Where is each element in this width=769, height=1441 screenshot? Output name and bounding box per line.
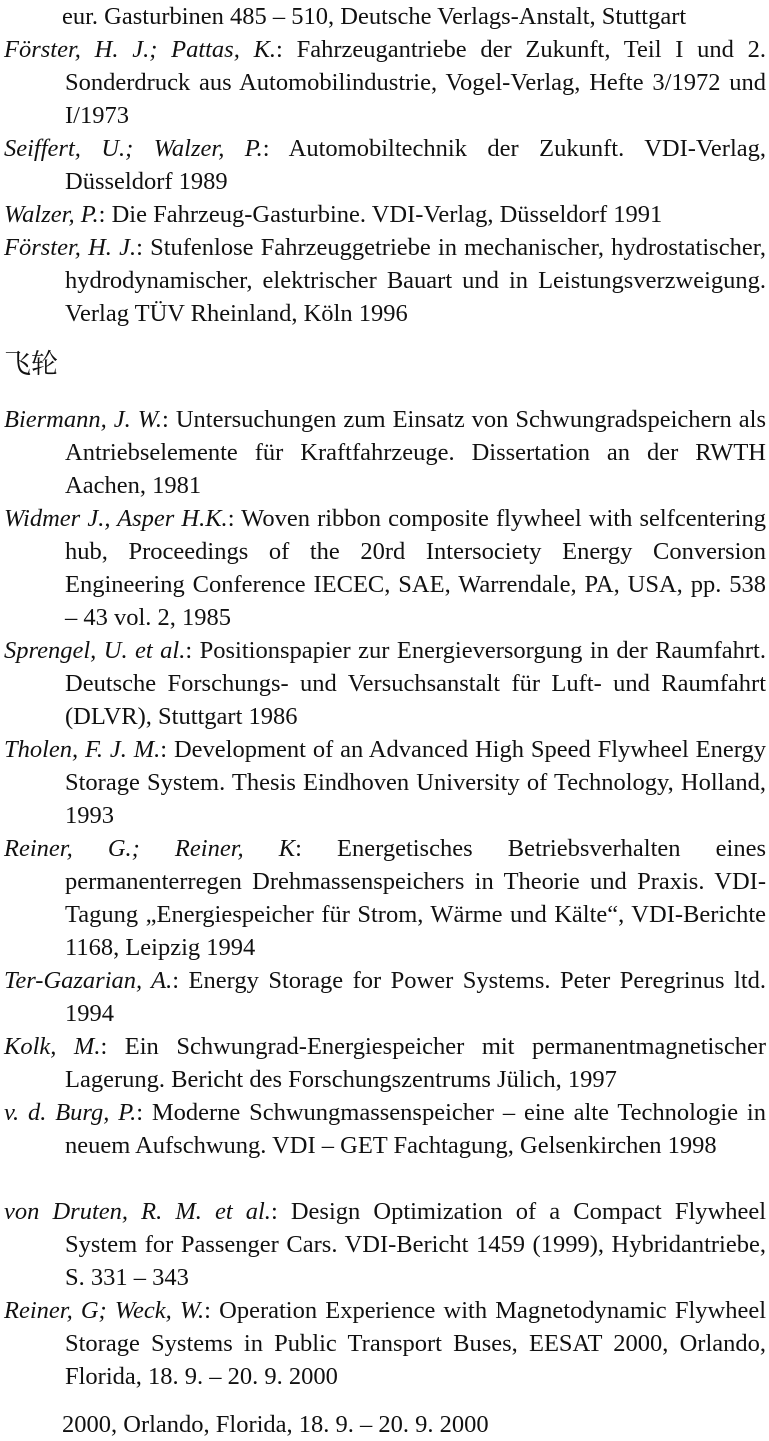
reference-text: Development of an Advanced High Speed Flywheel Energy Storage System. Thesis Eindhoven University of Technology, Holland, 1993 <box>65 736 766 829</box>
reference-entry: Biermann, J. W.: Untersuchungen zum Einsatz von Schwungradspeichern als Antriebselemente für Kraftfahrzeuge. Dissertation an der RWTH Aachen, 1981 <box>4 406 766 499</box>
reference-authors: v. d. Burg, P. <box>4 1099 137 1126</box>
reference-text: Fahrzeugantriebe der Zukunft, Teil I und 2. Sonderdruck aus Automobilindustrie, Vogel-Verlag, Hefte 3/1972 und I/1973 <box>65 36 766 129</box>
reference-authors: Förster, H. J.; Pattas, K. <box>4 36 277 63</box>
reference-authors: Tholen, F. J. M. <box>4 736 161 763</box>
reference-authors: Widmer J., Asper H.K. <box>4 505 228 532</box>
reference-text: Operation Experience with Magnetodynamic Flywheel Storage Systems in Public Transport Buses, EESAT 2000, Orlando, Florida, 18. 9. – 20. 9. 2000 <box>65 1297 766 1390</box>
reference-text: Die Fahrzeug-Gasturbine. VDI-Verlag, Düsseldorf 1991 <box>111 201 663 228</box>
reference-authors: Reiner, G; Weck, W. <box>4 1297 205 1324</box>
reference-text: Stufenlose Fahrzeuggetriebe in mechanischer, hydrostatischer, hydrodynamischer, elektrischer Bauart und in Leistungsverzweigung. Verlag TÜV Rheinland, Köln 1996 <box>65 234 767 327</box>
reference-entry: Sprengel, U. et al.: Positionspapier zur Energieversorgung in der Raumfahrt. Deutsche Forschungs- und Versuchsanstalt für Luft- und Raumfahrt (DLVR), Stuttgart 1986 <box>4 637 766 730</box>
reference-authors: Biermann, J. W. <box>4 406 163 433</box>
reference-entry: Förster, H. J.; Pattas, K.: Fahrzeugantriebe der Zukunft, Teil I und 2. Sonderdruck aus Automobilindustrie, Vogel-Verlag, Hefte 3/1972 und I/1973 <box>4 36 766 129</box>
reference-entry: von Druten, R. M. et al.: Design Optimization of a Compact Flywheel System for Passenger Cars. VDI-Bericht 1459 (1999), Hybridantriebe, S. 331 – 343 <box>4 1198 767 1291</box>
reference-authors: Sprengel, U. et al. <box>4 637 186 664</box>
reference-text: Moderne Schwungmassenspeicher – eine alte Technologie in neuem Aufschwung. VDI – GET Fachtagung, Gelsenkirchen 1998 <box>65 1099 766 1159</box>
reference-authors: Reiner, G.; Reiner, K <box>4 835 296 862</box>
reference-entry: Kolk, M.: Ein Schwungrad-Energiespeicher mit permanentmagnetischer Lagerung. Bericht des Forschungszentrums Jülich, 1997 <box>4 1033 767 1093</box>
reference-entry: v. d. Burg, P.: Moderne Schwungmassenspeicher – eine alte Technologie in neuem Aufschwung. VDI – GET Fachtagung, Gelsenkirchen 1998 <box>4 1099 766 1159</box>
reference-text: Untersuchungen zum Einsatz von Schwungradspeichern als Antriebselemente für Kraftfahrzeuge. Dissertation an der RWTH Aachen, 1981 <box>65 406 766 499</box>
reference-authors: Walzer, P. <box>4 201 99 228</box>
reference-authors: von Druten, R. M. et al. <box>4 1198 271 1225</box>
reference-text: Energy Storage for Power Systems. Peter Peregrinus ltd. 1994 <box>65 967 767 1027</box>
reference-authors: Kolk, M. <box>4 1033 101 1060</box>
reference-entry: Ter-Gazarian, A.: Energy Storage for Power Systems. Peter Peregrinus ltd. 1994 <box>4 967 767 1027</box>
reference-entry: Seiffert, U.; Walzer, P.: Automobiltechnik der Zukunft. VDI-Verlag, Düsseldorf 1989 <box>4 135 766 195</box>
reference-entry: Walzer, P.: Die Fahrzeug-Gasturbine. VDI-Verlag, Düsseldorf 1991 <box>4 201 663 228</box>
reference-entry: Förster, H. J.: Stufenlose Fahrzeuggetriebe in mechanischer, hydrostatischer, hydrodynamischer, elektrischer Bauart und in Leistungsverzweigung. Verlag TÜV Rheinland, Köln 1996 <box>4 234 767 327</box>
section-heading: 飞轮 <box>4 349 58 380</box>
reference-text: Positionspapier zur Energieversorgung in der Raumfahrt. Deutsche Forschungs- und Versuchsanstalt für Luft- und Raumfahrt (DLVR), Stuttgart 1986 <box>65 637 766 730</box>
reference-text: Ein Schwungrad-Energiespeicher mit permanentmagnetischer Lagerung. Bericht des Forschungszentrums Jülich, 1997 <box>65 1033 767 1093</box>
reference-authors: Ter-Gazarian, A. <box>4 967 173 994</box>
reference-text: Automobiltechnik der Zukunft. VDI-Verlag, Düsseldorf 1989 <box>65 135 766 195</box>
reference-entry: Widmer J., Asper H.K.: Woven ribbon composite flywheel with selfcentering hub, Proceedings of the 20rd Intersociety Energy Conversion Engineering Conference IECEC, SAE, Warrendale, PA, USA, pp. 538 – 43 vol. 2, 1985 <box>4 505 766 631</box>
continuation-line-bottom: 2000, Orlando, Florida, 18. 9. – 20. 9. 2000 <box>62 1411 489 1438</box>
reference-text: Energetisches Betriebsverhalten eines permanenterregen Drehmassenspeichers in Theorie und Praxis. VDI-Tagung „Energiespeicher für Strom, Wärme und Kälte“, VDI-Berichte 1168, Leipzig 1994 <box>65 835 766 961</box>
reference-entry: Tholen, F. J. M.: Development of an Advanced High Speed Flywheel Energy Storage System. Thesis Eindhoven University of Technology, Holland, 1993 <box>4 736 766 829</box>
reference-entry: Reiner, G; Weck, W.: Operation Experience with Magnetodynamic Flywheel Storage Systems in Public Transport Buses, EESAT 2000, Orlando, Florida, 18. 9. – 20. 9. 2000 <box>4 1297 766 1390</box>
reference-text: Design Optimization of a Compact Flywheel System for Passenger Cars. VDI-Bericht 1459 (1999), Hybridantriebe, S. 331 – 343 <box>65 1198 767 1291</box>
reference-entry: Reiner, G.; Reiner, K: Energetisches Betriebsverhalten eines permanenterregen Drehmassenspeichers in Theorie und Praxis. VDI-Tagung „Energiespeicher für Strom, Wärme und Kälte“, VDI-Berichte 1168, Leipzig 1994 <box>4 835 766 961</box>
reference-authors: Förster, H. J. <box>4 234 137 261</box>
reference-text: Woven ribbon composite flywheel with selfcentering hub, Proceedings of the 20rd Intersociety Energy Conversion Engineering Conference IECEC, SAE, Warrendale, PA, USA, pp. 538 – 43 vol. 2, 1985 <box>65 505 766 631</box>
reference-authors: Seiffert, U.; Walzer, P. <box>4 135 263 162</box>
continuation-line-top: eur. Gasturbinen 485 – 510, Deutsche Verlags-Anstalt, Stuttgart <box>62 3 687 30</box>
